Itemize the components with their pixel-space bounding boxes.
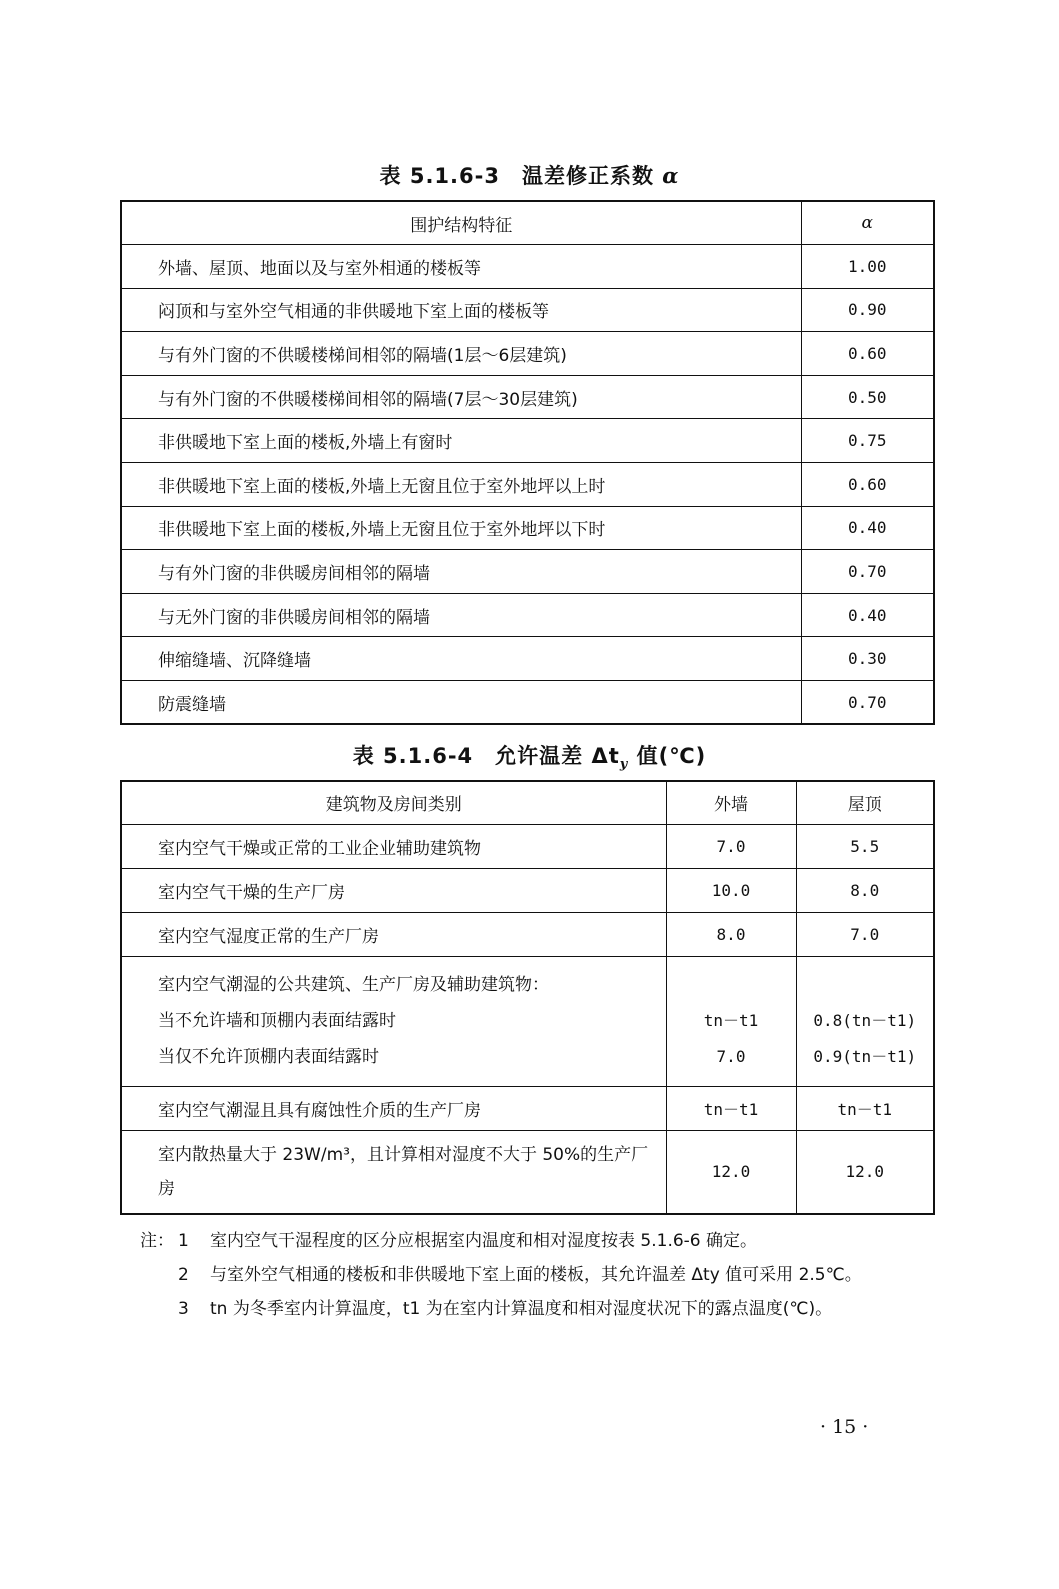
t1-cell-feature: 与有外门窗的不供暖楼梯间相邻的隔墙(7层～30层建筑)	[121, 375, 801, 419]
table-row	[121, 245, 934, 289]
t1-cell-feature: 与无外门窗的非供暖房间相邻的隔墙	[121, 593, 801, 637]
t2-cell-wall: 12.0	[666, 1130, 796, 1214]
t2-cell-roof: 12.0	[796, 1130, 934, 1214]
t2-cell-category: 室内散热量大于 23W/m³，且计算相对湿度不大于 50%的生产厂房	[121, 1130, 666, 1214]
t1-header-feature: 围护结构特征	[121, 201, 801, 245]
t2-cell-category: 室内空气湿度正常的生产厂房	[121, 912, 666, 956]
table-row	[121, 681, 934, 725]
t1-cell-alpha: 0.90	[801, 288, 934, 332]
t2-multi-wall: tn－t1	[703, 1011, 759, 1030]
note-item	[140, 1292, 940, 1326]
t1-cell-alpha: 0.75	[801, 419, 934, 463]
notes	[140, 1224, 940, 1326]
t1-cell-alpha: 0.40	[801, 593, 934, 637]
table-row	[121, 288, 934, 332]
table-row	[121, 506, 934, 550]
t2-multi-line: 当仅不允许顶棚内表面结露时	[158, 1047, 379, 1067]
t2-multi-roof	[797, 967, 934, 1003]
t1-cell-feature: 与有外门窗的不供暖楼梯间相邻的隔墙(1层～6层建筑)	[121, 332, 801, 376]
table2-caption	[0, 740, 1059, 772]
t2-cell-wall: 7.0	[666, 824, 796, 868]
table-row	[121, 637, 934, 681]
t2-cell-roof: 8.0	[796, 868, 934, 912]
t2-header-category: 建筑物及房间类别	[121, 781, 666, 824]
table-row	[121, 1086, 934, 1130]
table-row	[121, 375, 934, 419]
note-indent	[140, 1258, 178, 1292]
allowed-temperature-difference-table	[120, 780, 935, 1215]
note-item	[140, 1224, 940, 1258]
t1-cell-feature: 非供暖地下室上面的楼板,外墙上有窗时	[121, 419, 801, 463]
t1-cell-feature: 与有外门窗的非供暖房间相邻的隔墙	[121, 550, 801, 594]
table-row	[121, 332, 934, 376]
table-row	[121, 593, 934, 637]
table-row	[121, 868, 934, 912]
t2-cell-wall: 10.0	[666, 868, 796, 912]
note-text: 室内空气干湿程度的区分应根据室内温度和相对湿度按表 5.1.6-6 确定。	[210, 1231, 758, 1251]
t2-cell-roof	[796, 956, 934, 1086]
t2-multi-line: 当不允许墙和顶棚内表面结露时	[158, 1011, 396, 1031]
table-row	[121, 463, 934, 507]
t1-cell-alpha: 0.60	[801, 463, 934, 507]
table2-caption-sub: y	[619, 757, 629, 773]
t2-cell-category: 室内空气潮湿且具有腐蚀性介质的生产厂房	[121, 1086, 666, 1130]
t2-multi-roof: 0.9(tn－t1)	[813, 1047, 917, 1066]
table2-caption-tail: 值(℃)	[628, 744, 707, 768]
note-text: 与室外空气相通的楼板和非供暖地下室上面的楼板，其允许温差 Δty 值可采用 2.5℃。	[210, 1265, 862, 1285]
t1-cell-feature: 伸缩缝墙、沉降缝墙	[121, 637, 801, 681]
t1-cell-alpha: 0.50	[801, 375, 934, 419]
t1-cell-alpha: 0.60	[801, 332, 934, 376]
note-number: 2	[178, 1265, 189, 1285]
t1-header-alpha: α	[801, 201, 934, 245]
t1-cell-feature: 非供暖地下室上面的楼板,外墙上无窗且位于室外地坪以上时	[121, 463, 801, 507]
note-text: tn 为冬季室内计算温度，t1 为在室内计算温度和相对湿度状况下的露点温度(℃)。	[210, 1299, 833, 1319]
t1-cell-alpha: 0.40	[801, 506, 934, 550]
t1-cell-alpha: 1.00	[801, 245, 934, 289]
t2-cell-category: 室内空气干燥或正常的工业企业辅助建筑物	[121, 824, 666, 868]
t1-cell-alpha: 0.30	[801, 637, 934, 681]
table-row	[121, 956, 934, 1086]
t2-multi-wall	[667, 967, 796, 1003]
page-number: · 15 ·	[820, 1416, 869, 1438]
t1-cell-feature: 外墙、屋顶、地面以及与室外相通的楼板等	[121, 245, 801, 289]
note-number: 1	[178, 1231, 189, 1251]
t2-cell-roof: 5.5	[796, 824, 934, 868]
t2-cell-category	[121, 956, 666, 1086]
table1-caption-text: 表 5.1.6-3 温差修正系数	[379, 164, 654, 188]
t2-cell-roof: tn－t1	[796, 1086, 934, 1130]
note-number: 3	[178, 1299, 189, 1319]
t1-cell-feature: 防震缝墙	[121, 681, 801, 725]
note-item	[140, 1258, 940, 1292]
table-row	[121, 1130, 934, 1214]
t2-header-wall: 外墙	[666, 781, 796, 824]
t2-cell-category: 室内空气干燥的生产厂房	[121, 868, 666, 912]
table1-caption	[0, 160, 1059, 190]
t2-multi-wall: 7.0	[716, 1047, 746, 1066]
t1-body	[121, 245, 934, 725]
table1-caption-symbol: α	[662, 163, 680, 188]
t1-cell-feature: 非供暖地下室上面的楼板,外墙上无窗且位于室外地坪以下时	[121, 506, 801, 550]
table-row	[121, 912, 934, 956]
t2-header-roof: 屋顶	[796, 781, 934, 824]
t1-cell-feature: 闷顶和与室外空气相通的非供暖地下室上面的楼板等	[121, 288, 801, 332]
t1-cell-alpha: 0.70	[801, 681, 934, 725]
temperature-correction-table	[120, 200, 935, 725]
table-row	[121, 419, 934, 463]
note-indent	[140, 1292, 178, 1326]
t2-cell-wall: 8.0	[666, 912, 796, 956]
t2-multi-roof: 0.8(tn－t1)	[813, 1011, 917, 1030]
t2-cell-roof: 7.0	[796, 912, 934, 956]
table-row	[121, 550, 934, 594]
table2-caption-text: 表 5.1.6-4 允许温差 Δt	[352, 744, 620, 768]
table-row	[121, 824, 934, 868]
t2-multi-line: 室内空气潮湿的公共建筑、生产厂房及辅助建筑物：	[158, 975, 549, 995]
notes-lead: 注：	[140, 1231, 174, 1251]
t2-cell-wall: tn－t1	[666, 1086, 796, 1130]
t1-cell-alpha: 0.70	[801, 550, 934, 594]
t2-cell-wall	[666, 956, 796, 1086]
